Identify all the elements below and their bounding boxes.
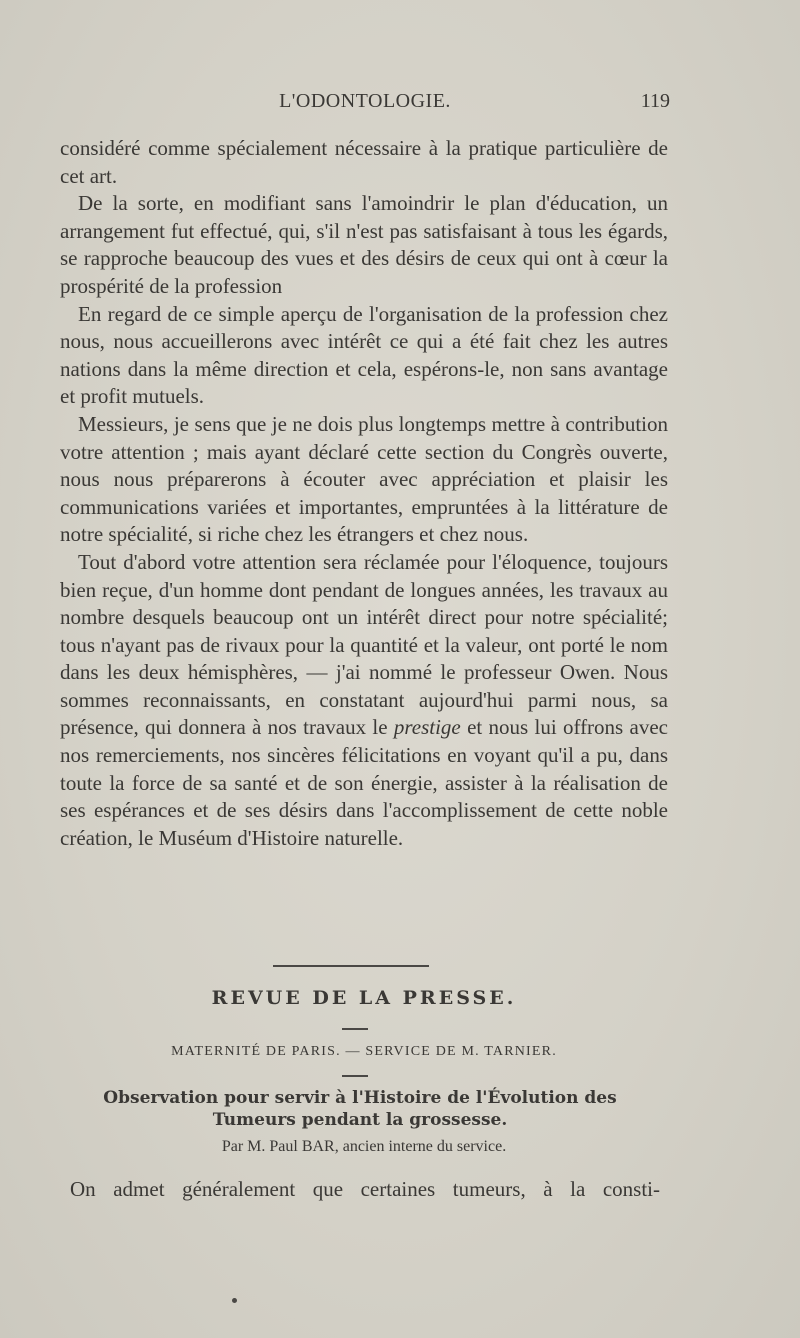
paragraph-text: et nous lui offrons avec nos remerciements, nos sincères félicitations en voyant qu'il a pu, dans toute la force de sa santé et de son énergie, assister à la réalisation de ses espérances et de ses désirs dans l'accomplissement de cette noble création, le Muséum d'Histoire naturelle. xyxy=(60,715,668,850)
body-text xyxy=(60,135,668,852)
short-divider xyxy=(342,1075,368,1077)
paragraph: considéré comme spécialement nécessaire à la pratique particulière de cet art. xyxy=(60,136,668,188)
page-number: 119 xyxy=(640,90,670,112)
article-subhead: MATERNITÉ DE PARIS. — SERVICE DE M. TARNIER. xyxy=(171,1044,557,1059)
section-divider xyxy=(273,965,429,967)
running-head xyxy=(60,90,670,120)
paragraph-text: Tout d'abord votre attention sera réclamée pour l'éloquence, toujours bien reçue, d'un homme dont pendant de longues années, les travaux au nombre desquels beaucoup ont un intérêt direct pour notre spécialité; tous n'ayant pas de rivaux pour la quantité et la valeur, ont porté le nom dans les deux hémisphères, — j'ai nommé le professeur Owen. Nous sommes reconnaissants, en constatant aujourd'hui parmi nous, sa présence, qui donnera à nos travaux le xyxy=(60,549,668,740)
article-title-line: Tumeurs pendant la grossesse. xyxy=(212,1110,508,1130)
italic-word: prestige xyxy=(393,715,461,740)
article-title xyxy=(50,1087,670,1131)
short-divider xyxy=(342,1028,368,1030)
paragraph: De la sorte, en modifiant sans l'amoindrir le plan d'éducation, un arrangement fut effectué, qui, s'il n'est pas satisfaisant à tous les égards, se rapproche beaucoup des vues et des désirs de ceux qui ont à cœur la prospérité de la profession xyxy=(60,191,668,298)
running-title: L'ODONTOLOGIE. xyxy=(279,90,451,112)
article-first-line: On admet généralement que certaines tumeurs, à la consti- xyxy=(70,1177,660,1201)
paragraph: En regard de ce simple aperçu de l'organisation de la profession chez nous, nous accueillerons avec intérêt ce qui a été fait chez les autres nations dans la même direction et cela, espérons-le, non sans avantage et profit mutuels. xyxy=(60,301,668,409)
paragraph xyxy=(60,549,668,853)
article-byline: Par M. Paul BAR, ancien interne du service. xyxy=(221,1138,507,1155)
section-title: REVUE DE LA PRESSE. xyxy=(211,987,517,1009)
article-title-line: Observation pour servir à l'Histoire de l'Évolution des xyxy=(103,1088,617,1108)
paragraph: Messieurs, je sens que je ne dois plus longtemps mettre à contribution votre attention ; mais ayant déclaré cette section du Congrès ouverte, nous nous préparerons à écouter avec appréciation et plaisir les communications variées et importantes, empruntées à la littérature de notre spécialité, si riche chez les étrangers et chez nous. xyxy=(60,411,668,547)
ink-speck xyxy=(232,1298,237,1303)
